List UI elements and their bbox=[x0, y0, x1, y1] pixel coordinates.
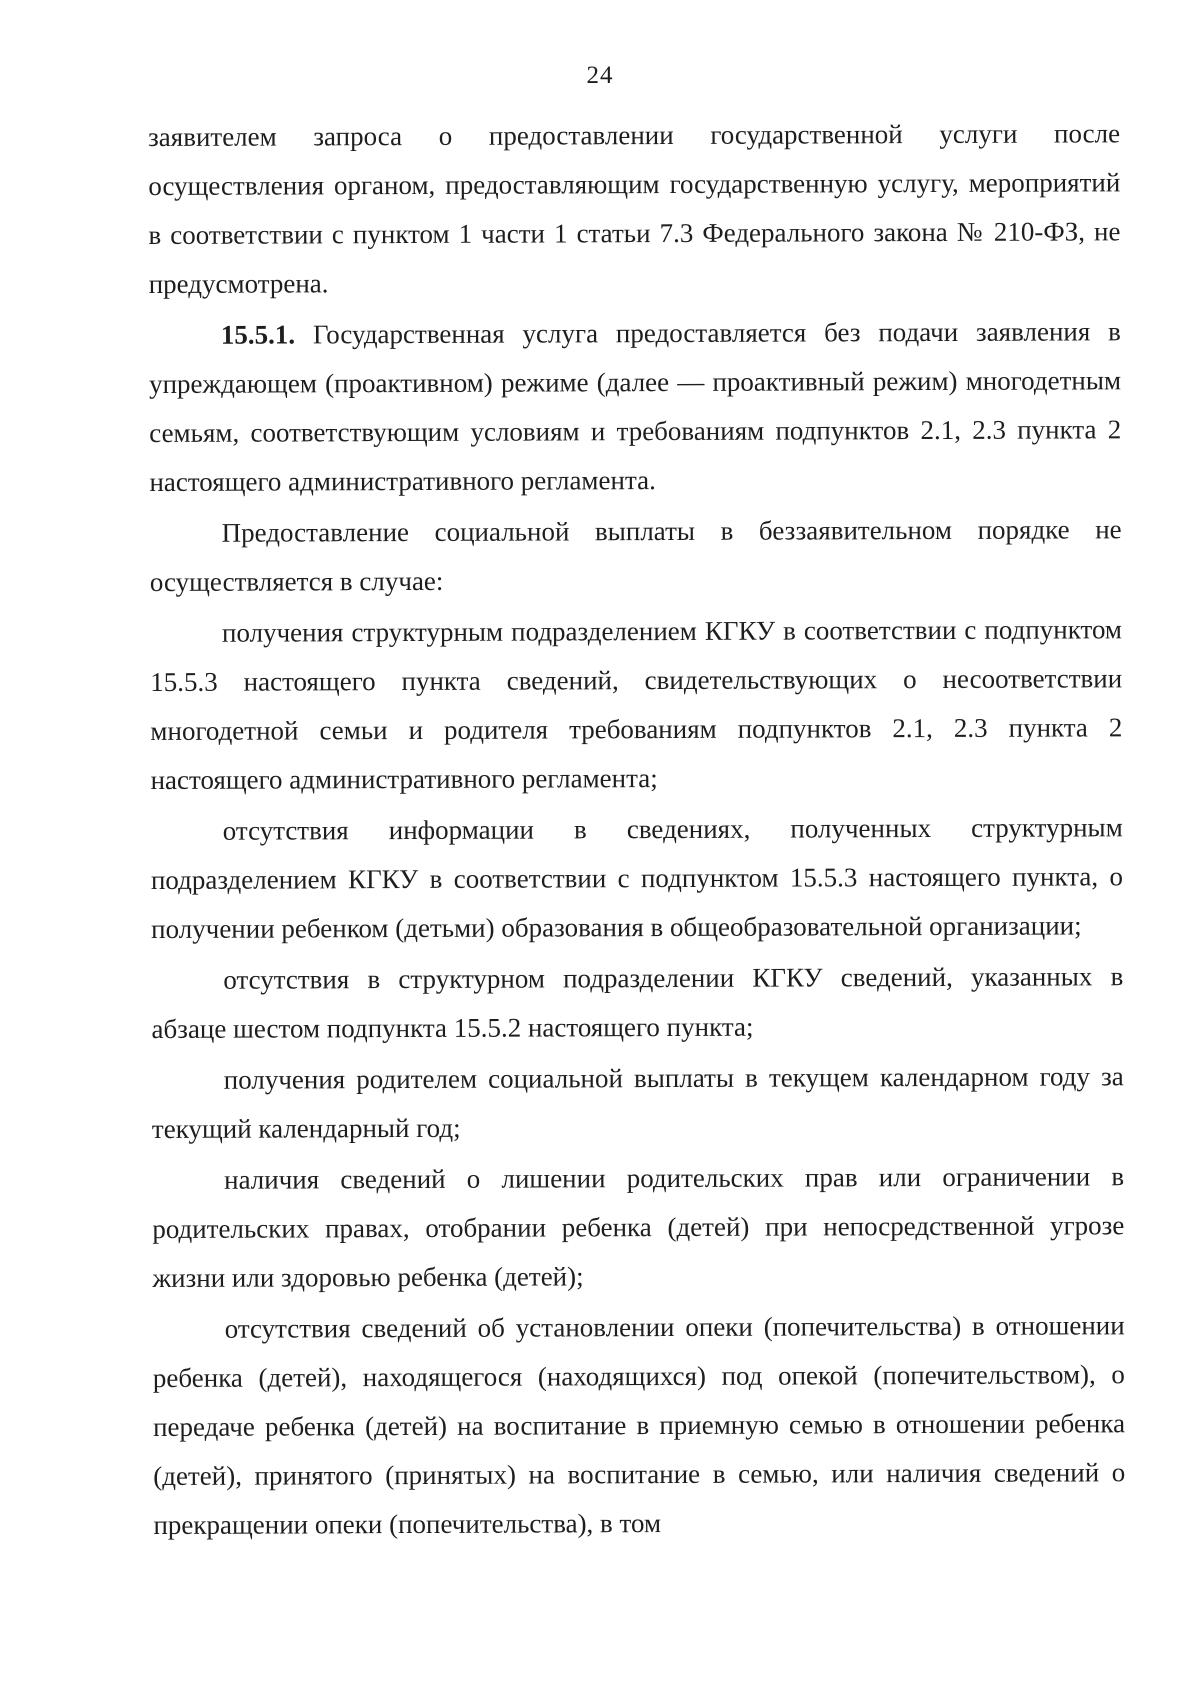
list-item-exception bbox=[151, 952, 1123, 1054]
document-body bbox=[148, 109, 1126, 1550]
page-number: 24 bbox=[586, 62, 614, 89]
clause-number: 15.5.1. bbox=[220, 319, 296, 350]
paragraph-text: получения структурным подразделением КГКУ в соответствии с подпунктом 15.5.3 настоящего пункта сведений, свидетельствующих о несоответствии многодетной семьи и родителя требованиям подпунктов 2.1, 2.3 пункта 2 настоящего административного регламента; bbox=[150, 614, 1123, 795]
list-item-exception bbox=[150, 605, 1123, 805]
paragraph-text: отсутствия сведений об установлении опеки (попечительства) в отношении ребенка (детей), находящегося (находящихся) под опекой (попечительством), о передаче ребенка (детей) на воспитание в приемную семью в отношении ребенка (детей), принятого (принятых) на воспитание в семью, или наличия сведений о прекращении опеки (попечительства), в том bbox=[152, 1310, 1126, 1540]
paragraph-text: Государственная услуга предоставляется без подачи заявления в упреждающем (проактивном) режиме (далее — проактивный режим) многодетным семьям, соответствующим условиям и требованиям подпунктов 2.1, 2.3 пункта 2 настоящего административного регламента. bbox=[148, 316, 1122, 497]
list-item-exception bbox=[153, 1301, 1126, 1550]
paragraph-text: Предоставление социальной выплаты в беззаявительном порядке не осуществляется в случае: bbox=[149, 514, 1122, 597]
paragraph-text: отсутствия информации в сведениях, полученных структурным подразделением КГКУ в соответствии с подпунктом 15.5.3 настоящего пункта, о получении ребенком (детьми) образования в общеобразовательной организации; bbox=[150, 812, 1123, 944]
list-item-exception bbox=[152, 1152, 1125, 1303]
paragraph-exceptions-intro bbox=[150, 505, 1122, 607]
paragraph-continuation bbox=[148, 109, 1121, 309]
list-item-exception bbox=[152, 1052, 1124, 1154]
paragraph-text: получения родителем социальной выплаты в текущем календарном году за текущий календарный год; bbox=[151, 1061, 1124, 1144]
paragraph-text: отсутствия в структурном подразделении КГКУ сведений, указанных в абзаце шестом подпункта 15.5.2 настоящего пункта; bbox=[151, 961, 1124, 1044]
paragraph-text: заявителем запроса о предоставлении государственной услуги после осуществления органом, предоставляющим государственную услугу, мероприятий в соответствии с пунктом 1 части 1 статьи 7.3 Федерального закона № 210-ФЗ, не предусмотрена. bbox=[148, 118, 1121, 299]
paragraph-text: наличия сведений о лишении родительских прав или ограничении в родительских правах, отобрании ребенка (детей) при непосредственной угрозе жизни или здоровью ребенка (детей); bbox=[152, 1161, 1125, 1293]
paragraph-15-5-1 bbox=[149, 307, 1122, 507]
list-item-exception bbox=[151, 803, 1124, 954]
